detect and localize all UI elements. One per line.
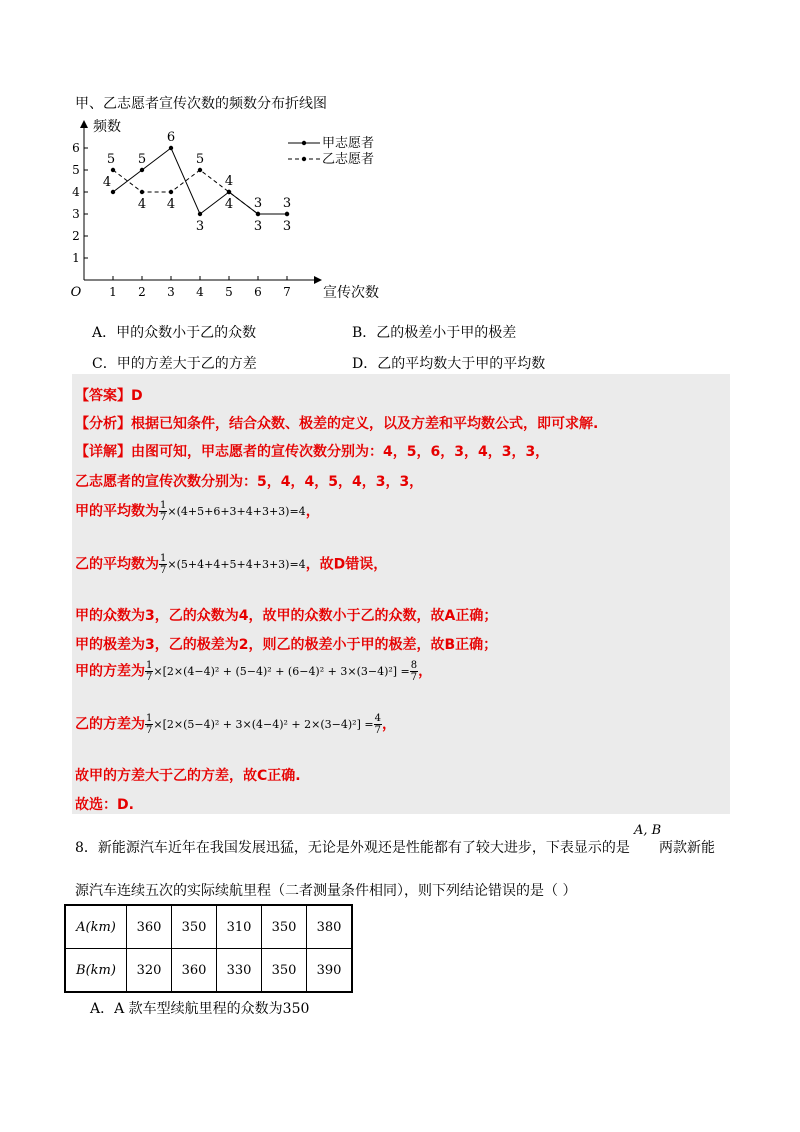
q8-line-2: 源汽车连续五次的实际续航里程（二者测量条件相同），则下列结论错误的是（ ） [75, 883, 577, 899]
table-cell: 330 [217, 949, 262, 992]
variance-b-tail: ， [381, 716, 396, 733]
mean-a-line [75, 500, 320, 523]
data-label-yi: 3 [253, 219, 263, 234]
data-point [140, 190, 144, 194]
variance-b-label: 乙的方差为 [75, 716, 145, 733]
data-label-yi: 4 [166, 197, 176, 212]
data-point [169, 146, 173, 150]
option-c[interactable]: C．甲的方差大于乙的方差 [92, 356, 257, 372]
table-cell: 360 [172, 949, 217, 992]
variance-a-label: 甲的方差为 [75, 663, 145, 680]
y-tick-label: 6 [72, 141, 80, 155]
fraction: $\frac{1}{7}$ [160, 500, 167, 523]
conclusion-line: 故甲的方差大于乙的方差，故C正确. [75, 768, 301, 784]
origin-label: O [70, 285, 82, 300]
mean-b-tail: ，故D错误， [305, 556, 388, 573]
table-cell: 350 [172, 906, 217, 949]
mean-b-label: 乙的平均数为 [75, 556, 159, 573]
data-label-yi: 3 [282, 219, 292, 234]
variance-a-line [75, 660, 432, 683]
y-axis-label: 频数 [93, 119, 121, 135]
data-label-jia: 4 [224, 197, 234, 212]
range-line: 甲的极差为3，乙的极差为2，则乙的极差小于甲的极差，故B正确； [75, 637, 498, 653]
fraction: $\frac{1}{7}$ [160, 553, 167, 576]
data-label-yi: 5 [106, 152, 116, 167]
data-point [285, 212, 289, 216]
option-b[interactable]: B．乙的极差小于甲的极差 [352, 325, 517, 341]
option-a[interactable]: A．甲的众数小于乙的众数 [92, 325, 257, 341]
detail-line-2: 乙志愿者的宣传次数分别为：5，4，4，5，4，3，3， [75, 474, 424, 490]
data-point [169, 190, 173, 194]
answer-line: 【答案】D [75, 388, 143, 404]
q8-option-a[interactable]: A．A 款车型续航里程的众数为350 [90, 1001, 310, 1017]
data-label-jia: 4 [102, 175, 112, 190]
data-point [198, 212, 202, 216]
y-axis-arrow [80, 120, 88, 128]
chart-title: 甲、乙志愿者宣传次数的频数分布折线图 [75, 96, 327, 112]
x-tick-label: 1 [109, 285, 117, 299]
table-cell: 320 [127, 949, 172, 992]
range-table [65, 905, 352, 992]
data-label-jia: 3 [282, 196, 292, 211]
table-row [66, 949, 352, 992]
row-label: B(km) [66, 949, 127, 992]
q8-line-1-tail: 两款新能 [659, 840, 715, 856]
data-point [198, 168, 202, 172]
data-point [256, 212, 260, 216]
mean-a-expr: ×(4+5+6+3+4+3+3)=4 [167, 505, 306, 518]
x-tick-label: 7 [283, 285, 291, 299]
variance-b-line [75, 713, 396, 736]
detail-line-1: 【详解】由图可知，甲志愿者的宣传次数分别为：4，5，6，3，4，3，3， [75, 444, 550, 460]
y-tick-label: 4 [72, 185, 80, 199]
y-tick-label: 1 [72, 251, 80, 265]
x-axis-arrow [314, 276, 322, 284]
table-cell: 380 [307, 906, 352, 949]
data-label-jia: 5 [137, 152, 147, 167]
x-tick-label: 6 [254, 285, 262, 299]
table-cell: 350 [262, 949, 307, 992]
variance-a-tail: ， [418, 663, 433, 680]
data-label-jia: 3 [253, 196, 263, 211]
table-cell: 310 [217, 906, 262, 949]
x-tick-label: 5 [225, 285, 233, 299]
option-d[interactable]: D．乙的平均数大于甲的平均数 [352, 356, 546, 372]
legend-label-jia: 甲志愿者 [322, 136, 375, 151]
mean-a-tail: ， [305, 503, 320, 520]
fraction: $\frac{1}{7}$ [146, 660, 153, 683]
x-tick-label: 2 [138, 285, 146, 299]
table-cell: 390 [307, 949, 352, 992]
solution-panel [72, 374, 730, 814]
x-axis-label: 宣传次数 [323, 285, 379, 300]
q8-ab-label: A, B [634, 823, 662, 838]
data-point [111, 168, 115, 172]
table-cell: 360 [127, 906, 172, 949]
variance-b-expr: ×[2×(5−4)² + 3×(4−4)² + 2×(3−4)²] = [153, 718, 374, 731]
variance-a-expr: ×[2×(4−4)² + (5−4)² + (6−4)² + 3×(3−4)²] = [153, 665, 410, 678]
data-point [140, 168, 144, 172]
data-label-jia: 6 [166, 130, 176, 145]
q8-line-1: 8．新能源汽车近年在我国发展迅猛，无论是外观还是性能都有了较大进步，下表显示的是 [75, 840, 630, 856]
fraction-result: $\frac{8}{7}$ [410, 660, 418, 683]
data-label-yi: 5 [195, 152, 205, 167]
choose-line: 故选：D. [75, 797, 134, 813]
mean-a-label: 甲的平均数为 [75, 503, 159, 520]
table-row [66, 906, 352, 949]
y-tick-label: 5 [72, 163, 80, 177]
data-point [227, 190, 231, 194]
analysis-line: 【分析】根据已知条件，结合众数、极差的定义，以及方差和平均数公式，即可求解. [75, 416, 599, 432]
x-tick-label: 4 [196, 285, 204, 299]
data-label-yi: 4 [224, 174, 234, 189]
legend-marker-jia [302, 141, 306, 145]
mode-line: 甲的众数为3，乙的众数为4，故甲的众数小于乙的众数，故A正确； [75, 608, 498, 624]
x-tick-label: 3 [167, 285, 175, 299]
table-cell: 350 [262, 906, 307, 949]
row-label: A(km) [66, 906, 127, 949]
y-tick-label: 3 [72, 207, 80, 221]
mean-b-line [75, 553, 387, 576]
fraction: $\frac{1}{7}$ [146, 713, 153, 736]
line-chart [60, 115, 380, 300]
legend-label-yi: 乙志愿者 [322, 152, 375, 167]
fraction-result: $\frac{4}{7}$ [374, 713, 381, 736]
data-label-jia: 3 [195, 219, 205, 234]
data-point [111, 190, 115, 194]
legend-marker-yi [302, 157, 306, 161]
mean-b-expr: ×(5+4+4+5+4+3+3)=4 [167, 558, 306, 571]
data-label-yi: 4 [137, 197, 147, 212]
y-tick-label: 2 [72, 229, 80, 243]
